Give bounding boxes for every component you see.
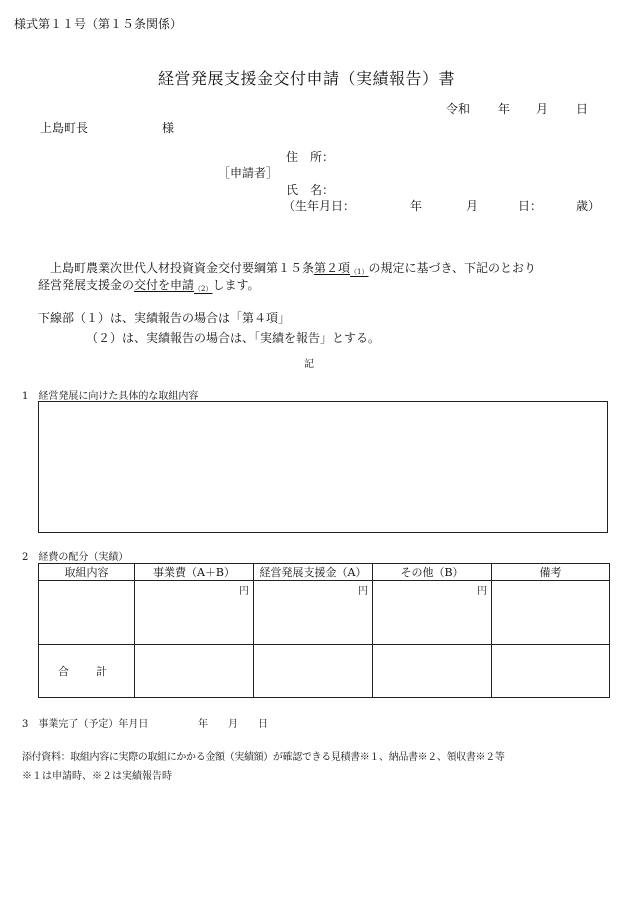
underline-1: 第２項 bbox=[314, 261, 351, 275]
cell-remarks[interactable] bbox=[492, 581, 610, 645]
dob-day: 日： bbox=[518, 199, 543, 213]
address-label: 住 所： bbox=[286, 150, 335, 164]
dob-year: 年 bbox=[410, 199, 423, 213]
body-line-2: 経営発展支援金の交付を申請$_{(2)}$します。 bbox=[38, 278, 260, 293]
body-line-1: 上島町農業次世代人材投資資金交付要綱第１５条第２項$_{(1)}$の規定に基づき、下記のとおり bbox=[50, 261, 537, 276]
section-3-year: 年 bbox=[198, 719, 208, 730]
expense-table bbox=[38, 563, 610, 698]
section-3-label: 3 事業完了（予定）年月日 bbox=[22, 719, 149, 730]
date-year: 年 bbox=[498, 102, 511, 116]
cell-project-cost[interactable]: 円 bbox=[135, 581, 254, 645]
date-day: 日 bbox=[576, 102, 589, 116]
attachment-note-2: ※１は申請時、※２は実績報告時 bbox=[22, 771, 172, 782]
addressee-name: 上島町長 bbox=[40, 121, 89, 135]
addressee-honorific: 様 bbox=[162, 121, 175, 135]
note-2: （２）は、実績報告の場合は、「実績を報告」とする。 bbox=[86, 331, 381, 345]
cell-other[interactable]: 円 bbox=[373, 581, 492, 645]
dob-month: 月 bbox=[466, 199, 479, 213]
dob-age: 歳） bbox=[576, 199, 601, 213]
expense-header-row bbox=[39, 564, 610, 581]
section-3-month: 月 bbox=[228, 719, 238, 730]
header-activity: 取組内容 bbox=[39, 564, 135, 581]
date-month: 月 bbox=[536, 102, 549, 116]
total-label: 合 計 bbox=[39, 645, 135, 698]
expense-total-row bbox=[39, 645, 610, 698]
section-1-title: 1 経営発展に向けた具体的な取組内容 bbox=[22, 391, 199, 402]
header-support-fund: 経営発展支援金（A） bbox=[254, 564, 373, 581]
total-remarks[interactable] bbox=[492, 645, 610, 698]
note-1: 下線部（１）は、実績報告の場合は「第４項」 bbox=[38, 311, 291, 325]
section-3-day: 日 bbox=[258, 719, 268, 730]
header-other: その他（B） bbox=[373, 564, 492, 581]
expense-row bbox=[39, 581, 610, 645]
attachment-note-1: 添付資料：取組内容に実際の取組にかかる金額（実績額）が確認できる見積書※１、納品書※２、領収書※２等 bbox=[22, 752, 505, 763]
date-era: 令和 bbox=[446, 102, 471, 116]
underline-2: 交付を申請 bbox=[134, 278, 195, 292]
form-number: 様式第１１号（第１５条関係） bbox=[14, 17, 183, 31]
header-remarks: 備考 bbox=[492, 564, 610, 581]
cell-support-fund[interactable]: 円 bbox=[254, 581, 373, 645]
total-support-fund[interactable] bbox=[254, 645, 373, 698]
dob-open: （生年月日： bbox=[283, 199, 356, 213]
total-other[interactable] bbox=[373, 645, 492, 698]
applicant-label: ［申請者］ bbox=[218, 166, 279, 180]
section-2-title: 2 経費の配分（実績） bbox=[22, 552, 129, 563]
ki-label: 記 bbox=[304, 359, 314, 370]
header-project-cost: 事業費（A＋B） bbox=[135, 564, 254, 581]
page-title: 経営発展支援金交付申請（実績報告）書 bbox=[158, 69, 456, 88]
total-project-cost[interactable] bbox=[135, 645, 254, 698]
name-label: 氏 名： bbox=[286, 183, 335, 197]
cell-activity[interactable] bbox=[39, 581, 135, 645]
section-1-content-box[interactable] bbox=[38, 401, 608, 533]
